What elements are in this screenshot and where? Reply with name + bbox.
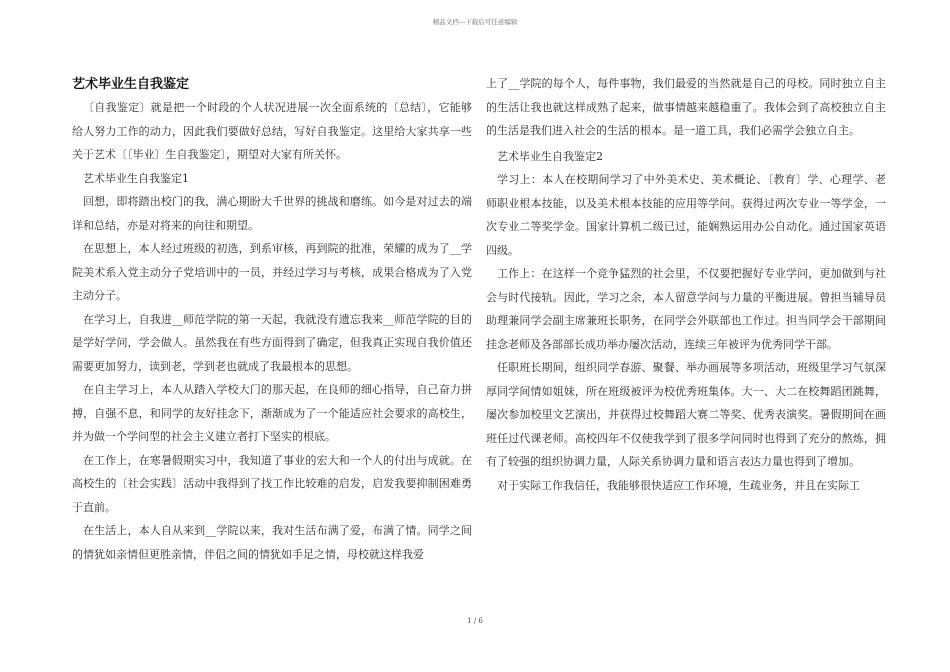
paragraph: 对于实际工作我信任，我能够很快适应工作环境，生疏业务，并且在实际工 xyxy=(497,478,860,492)
paragraph: 在思想上，本人经过班级的初选，到系审核，再到院的批准，荣耀的成为了__学院美术系入党主动分子党培训中的一员，并经过学习与考核，成果合格成为了入党主动分子。 xyxy=(72,242,472,302)
left-column xyxy=(72,72,472,566)
page-number: 1 / 6 xyxy=(467,617,483,625)
paragraph: 回想，即将踏出校门的我，满心期盼大千世界的挑战和磨练。如今是对过去的端详和总结，亦是对将来的向往和期望。 xyxy=(72,195,472,232)
continued-paragraph: 上了__学院的每个人，每件事物，我们最爱的当然就是自己的母校。同时独立自主的生活让我也就这样成熟了起来，做事情越来越稳重了。我体会到了高校独立自主的生活是我们进入社会的生活的根本。是一道工具，我们必需学会独立自主。 xyxy=(486,77,886,137)
section-heading-2: 艺术毕业生自我鉴定2 xyxy=(497,149,603,163)
document-title: 艺术毕业生自我鉴定 xyxy=(72,77,190,92)
paragraph: 任职班长期间，组织同学春游、聚餐、举办画展等多项活动，班级里学习气氛深厚同学间情如姐妹，所在班级被评为校优秀班集体。大一、大二在校舞蹈团跳舞，屡次参加校里文艺演出，并获得过校舞蹈大赛二等奖、优秀表演奖。暑假期间在画班任过代课老师。高校四年不仅使我学到了很多学问同时也得到了充分的熬炼，拥有了较强的组织协调力量，人际关系协调力量和语言表达力量也得到了增加。 xyxy=(486,361,886,468)
paragraph: 在学习上，自我进__师范学院的第一天起，我就没有遗忘我来__师范学院的目的是学好学问，学会做人。虽然我在有些方面得到了确定，但我真正实现自我价值还需要更加努力，读到老，学到老也就成了我最根本的思想。 xyxy=(72,312,472,373)
paragraph: 工作上：在这样一个竞争猛烈的社会里，不仅要把握好专业学问，更加做到与社会与时代接轨。因此，学习之余，本人留意学问与力量的平衡进展。曾担当辅导员助理兼同学会副主席兼班长职务，在同学会外联部也工作过。担当同学会干部期间挂念老师及各部部长成功举办屡次活动，连续三年被评为优秀同学干部。 xyxy=(486,267,886,351)
paragraph: 在生活上，本人自从来到__学院以来，我对生活布满了爱，布满了情。同学之间的情犹如亲情但更胜亲情，伴侣之间的情犹如手足之情，母校就这样我爱 xyxy=(72,524,472,561)
paragraph: 在自主学习上，本人从踏入学校大门的那天起，在良师的细心指导，自己奋力拼搏，自强不息，和同学的友好挂念下，渐渐成为了一个能适应社会要求的高校生，并为做一个学问型的社会主义建立者打下坚实的根底。 xyxy=(72,383,472,443)
intro-paragraph: 〔自我鉴定〕就是把一个时段的个人状况进展一次全面系统的〔总结〕，它能够给人努力工作的动力，因此我们要做好总结，写好自我鉴定。这里给大家共享一些关于艺术〔〔毕业〕生自我鉴定〕，期望对大家有所关怀。 xyxy=(72,101,472,161)
right-column xyxy=(486,72,886,497)
section-heading-1: 艺术毕业生自我鉴定1 xyxy=(83,171,189,185)
paragraph: 学习上：本人在校期间学习了中外美术史、美术概论、〔教育〕学、心理学、老师职业根本技能，以及美术根本技能的应用等学问。获得过两次专业一等学金，一次专业二等奖学金。国家计算机二级已过，能娴熟运用办公自动化。通过国家英语四级。 xyxy=(486,173,886,257)
page-header: 精品文档---下载后可任意编辑 xyxy=(432,18,518,26)
paragraph: 在工作上，在寒暑假期实习中，我知道了事业的宏大和一个人的付出与成就。在高校生的〔社会实践〕活动中我得到了找工作比较难的启发，启发我要抑制困难勇于直前。 xyxy=(72,453,472,514)
